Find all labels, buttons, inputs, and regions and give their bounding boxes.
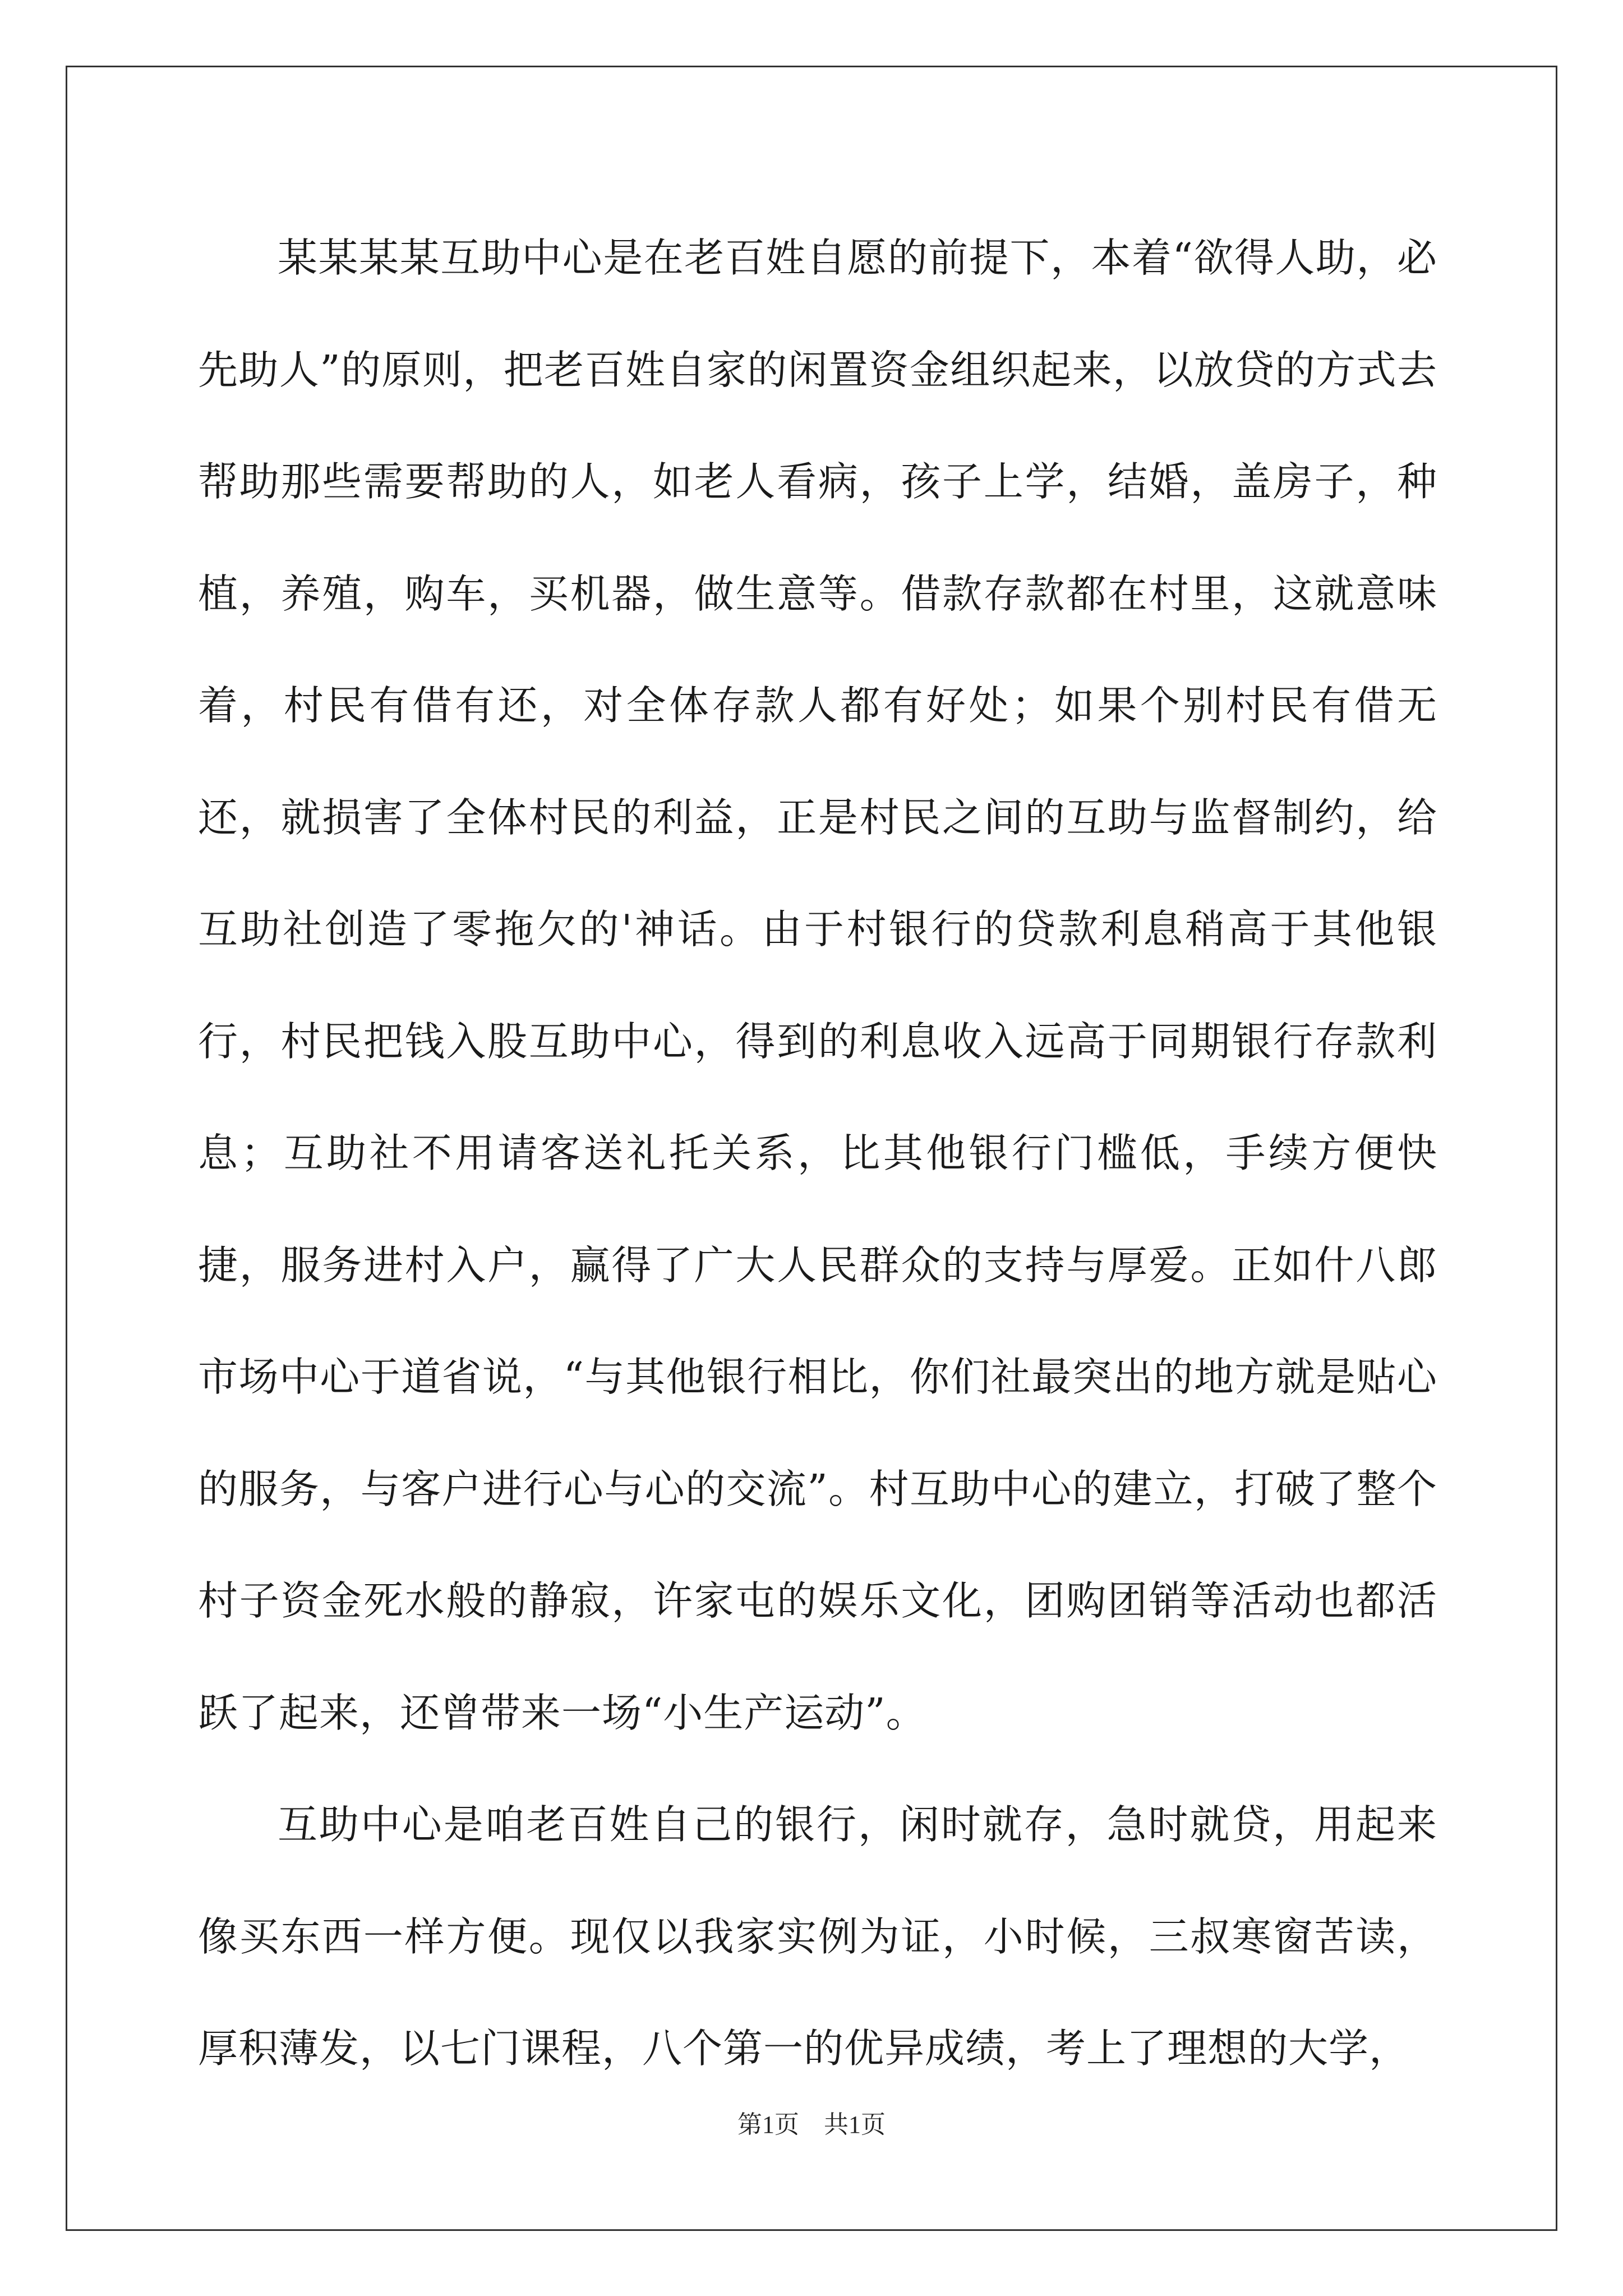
page-number-footer: 第1页 共1页 [737,2111,886,2138]
paragraph-2: 互助中心是咱老百姓自己的银行，闲时就存，急时就贷，用起来像买东西一样方便。现仅以我家实例为证，小时候，三叔寒窗苦读，厚积薄发，以七门课程，八个第一的优异成绩，考上了理想的大学， [198,1801,1437,2072]
paragraph-1: 某某某某互助中心是在老百姓自愿的前提下，本着“欲得人助，必先助人”的原则，把老百姓自家的闲置资金组织起来，以放贷的方式去帮助那些需要帮助的人，如老人看病，孩子上学，结婚，盖房子，种植，养殖，购车，买机器，做生意等。借款存款都在村里，这就意味着，村民有借有还，对全体存款人都有好处；如果个别村民有借无还，就损害了全体村民的利益，正是村民之间的互助与监督制约，给互助社创造了零拖欠的'神话。由于村银行的贷款利息稍高于其他银行，村民把钱入股互助中心，得到的利息收入远高于同期银行存款利息；互助社不用请客送礼托关系，比其他银行门槛低，手续方便快捷，服务进村入户，赢得了广大人民群众的支持与厚爱。正如什八郎市场中心于道省说，“与其他银行相比，你们社最突出的地方就是贴心的服务，与客户进行心与心的交流”。村互助中心的建立，打破了整个村子资金死水般的静寂，许家屯的娱乐文化，团购团销等活动也都活跃了起来，还曾带来一场“小生产运动”。 [198,234,1437,1736]
document-body [198,202,1437,2105]
